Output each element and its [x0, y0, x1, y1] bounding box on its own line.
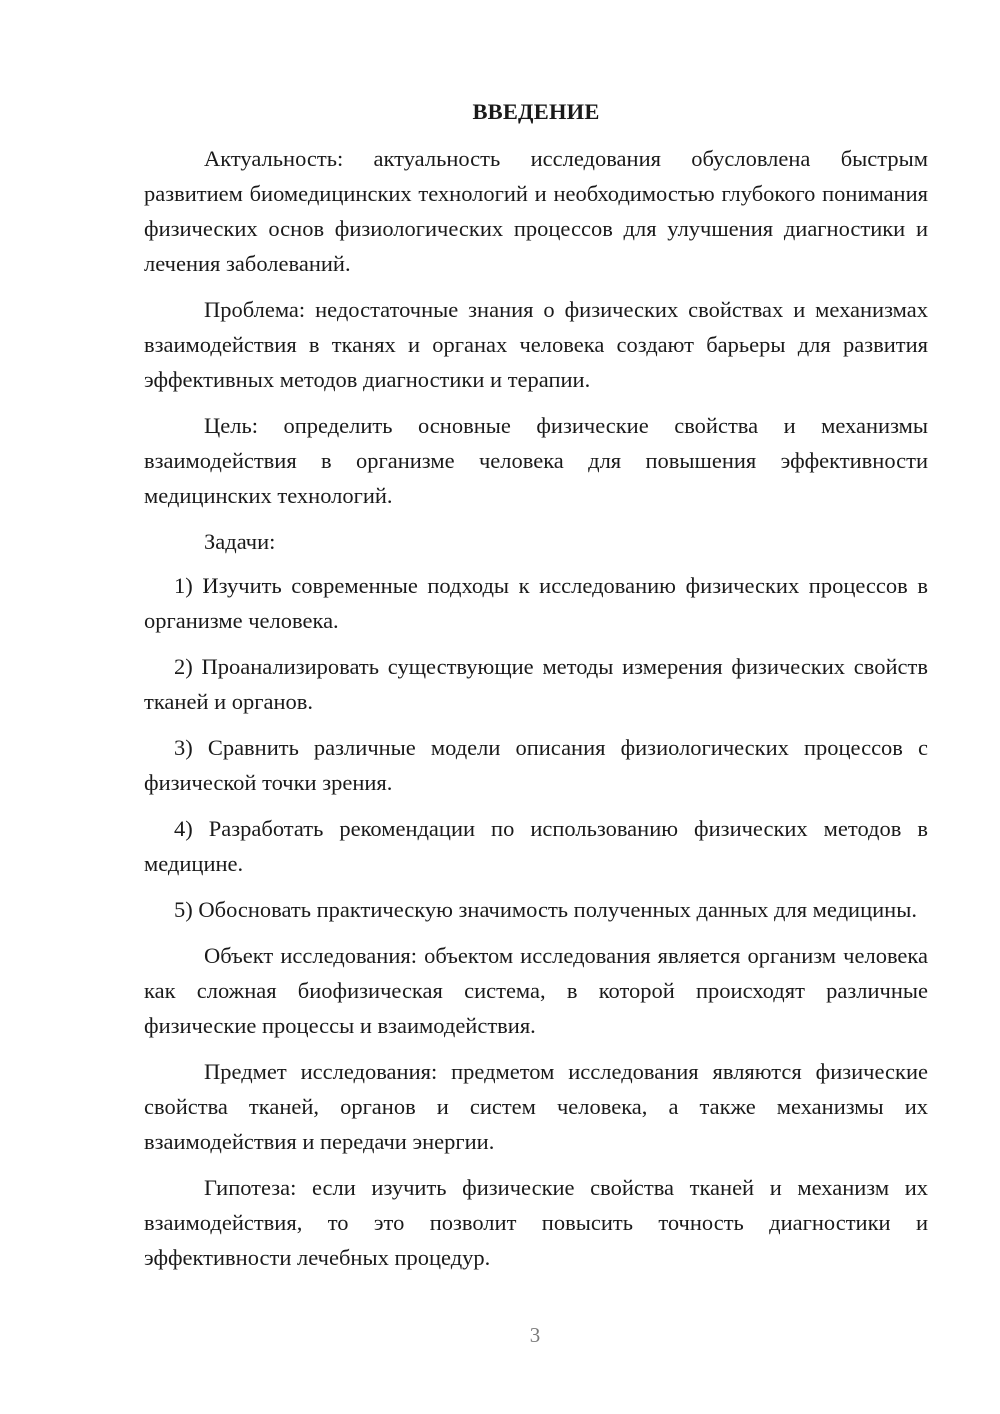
paragraph-subject: Предмет исследования: предметом исследования являются физические свойства тканей, органов и систем человека, а также механизмы их взаимодействия и передачи энергии.	[144, 1059, 928, 1154]
paragraph-object: Объект исследования: объектом исследования является организм человека как сложная биофизическая система, в которой происходят различные физические процессы и взаимодействия.	[144, 943, 928, 1038]
task-item-2: 2) Проанализировать существующие методы измерения физических свойств тканей и органов.	[144, 654, 928, 714]
task-item-5: 5) Обосновать практическую значимость полученных данных для медицины.	[174, 897, 917, 922]
task-item-4: 4) Разработать рекомендации по использованию физических методов в медицине.	[144, 816, 928, 876]
section-title: ВВЕДЕНИЕ	[472, 99, 600, 124]
document-body	[144, 94, 928, 1286]
task-item-3: 3) Сравнить различные модели описания физиологических процессов с физической точки зрения.	[144, 735, 928, 795]
paragraph-goal: Цель: определить основные физические свойства и механизмы взаимодействия в организме человека для повышения эффективности медицинских технологий.	[144, 413, 928, 508]
tasks-label: Задачи:	[204, 529, 276, 554]
paragraph-problem: Проблема: недостаточные знания о физических свойствах и механизмах взаимодействия в тканях и органах человека создают барьеры для развития эффективных методов диагностики и терапии.	[144, 297, 928, 392]
paragraph-relevance: Актуальность: актуальность исследования обусловлена быстрым развитием биомедицинских технологий и необходимостью глубокого понимания физических основ физиологических процессов для улучшения диагностики и лечения заболеваний.	[144, 146, 928, 276]
task-item-1: 1) Изучить современные подходы к исследованию физических процессов в организме человека.	[144, 573, 928, 633]
page-number: 3	[529, 1323, 541, 1347]
paragraph-hypothesis: Гипотеза: если изучить физические свойства тканей и механизм их взаимодействия, то это позволит повысить точность диагностики и эффективности лечебных процедур.	[144, 1175, 928, 1270]
